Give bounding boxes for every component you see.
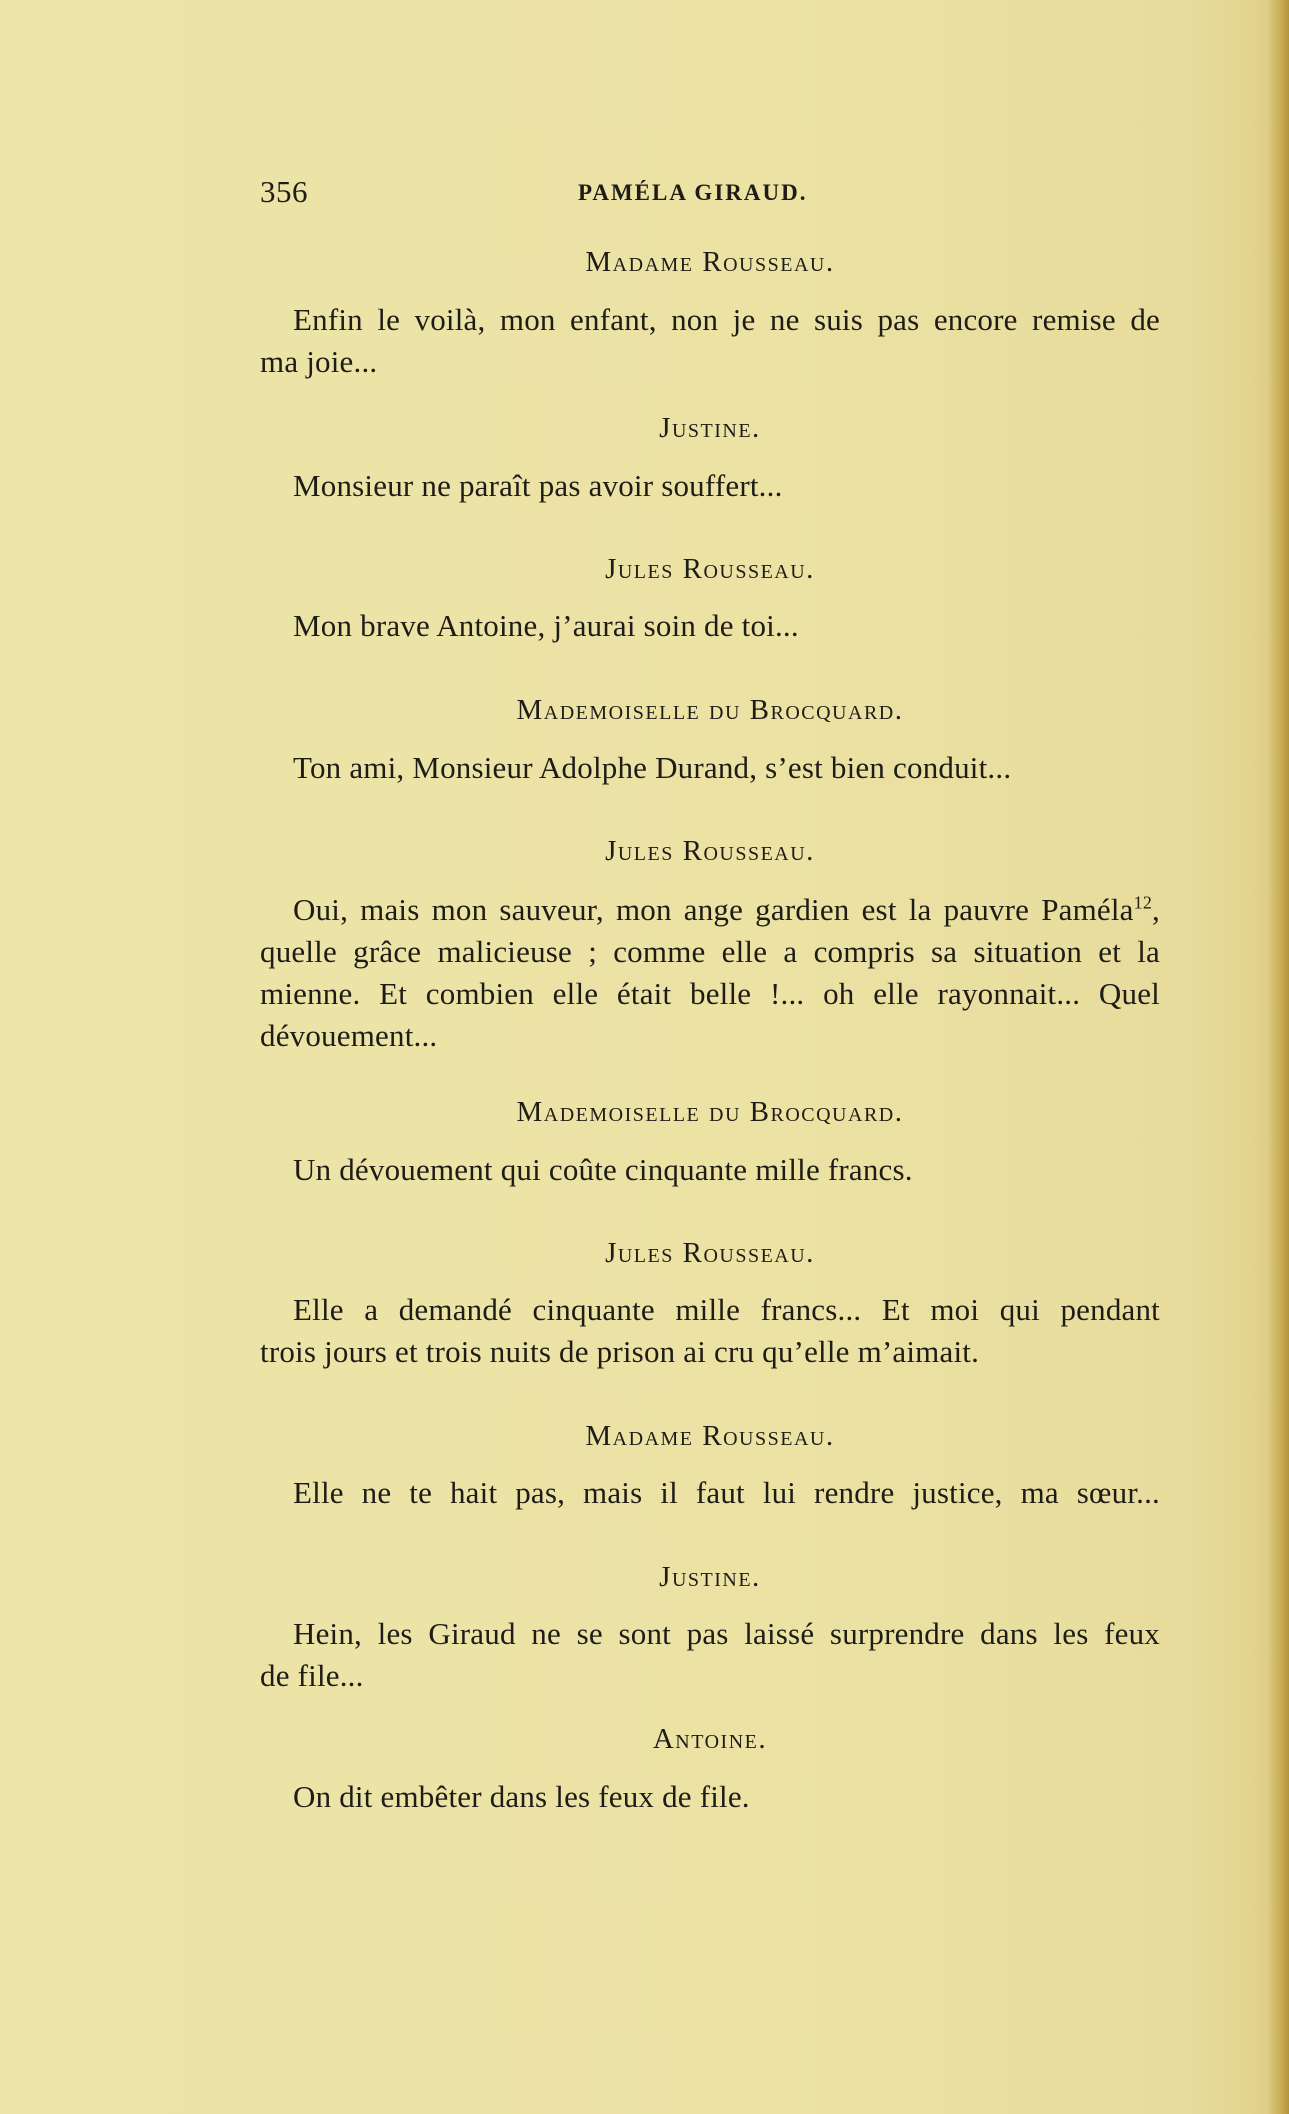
speech-line: quelle grâce malicieuse ; comme elle a compris sa situation et la bbox=[260, 934, 1160, 969]
speaker-name: Mademoiselle du Brocquard. bbox=[516, 694, 904, 726]
speech-line: trois jours et trois nuits de prison ai cru qu’elle m’aimait. bbox=[260, 1334, 980, 1369]
speech-text: Oui, mais mon sauveur, mon ange gardien est la pauvre Paméla bbox=[293, 892, 1134, 927]
speech-line: Elle ne te hait pas, mais il faut lui rendre justice, ma sœur... bbox=[293, 1475, 1160, 1510]
speaker-name: Jules Rousseau. bbox=[605, 835, 815, 867]
speaker-name: Justine. bbox=[659, 412, 761, 444]
speech-line: dévouement... bbox=[260, 1018, 438, 1053]
speaker-name: Madame Rousseau. bbox=[585, 1420, 835, 1452]
speaker-name: Justine. bbox=[659, 1561, 761, 1593]
page-number: 356 bbox=[260, 174, 308, 209]
speech-line: de file... bbox=[260, 1658, 364, 1693]
punctuation: , bbox=[1152, 892, 1160, 927]
speech-line: Un dévouement qui coûte cinquante mille francs. bbox=[293, 1152, 913, 1187]
speech-line: ma joie... bbox=[260, 344, 378, 379]
page-edge-shadow bbox=[1267, 0, 1289, 2114]
speaker-name: Jules Rousseau. bbox=[605, 553, 815, 585]
speech-line-with-footnote bbox=[293, 892, 1160, 928]
speech-line: Enfin le voilà, mon enfant, non je ne suis pas encore remise de bbox=[293, 302, 1160, 337]
page-header bbox=[260, 174, 1160, 214]
speaker-name: Mademoiselle du Brocquard. bbox=[516, 1096, 904, 1128]
running-title: PAMÉLA GIRAUD. bbox=[578, 180, 808, 205]
speaker-name: Antoine. bbox=[652, 1723, 768, 1755]
speech-line: On dit embêter dans les feux de file. bbox=[293, 1779, 750, 1814]
speech-line: Monsieur ne paraît pas avoir souffert... bbox=[293, 468, 783, 503]
footnote-reference[interactable]: 12 bbox=[1133, 892, 1153, 913]
speech-line: Hein, les Giraud ne se sont pas laissé surprendre dans les feux bbox=[293, 1616, 1160, 1651]
speech-line: Elle a demandé cinquante mille francs... Et moi qui pendant bbox=[293, 1292, 1160, 1327]
speaker-name: Jules Rousseau. bbox=[605, 1237, 815, 1269]
speaker-name: Madame Rousseau. bbox=[585, 246, 835, 278]
speech-line: Mon brave Antoine, j’aurai soin de toi... bbox=[293, 608, 799, 643]
speech-line: mienne. Et combien elle était belle !... oh elle rayonnait... Quel bbox=[260, 976, 1160, 1011]
speech-line: Ton ami, Monsieur Adolphe Durand, s’est bien conduit... bbox=[293, 750, 1012, 785]
